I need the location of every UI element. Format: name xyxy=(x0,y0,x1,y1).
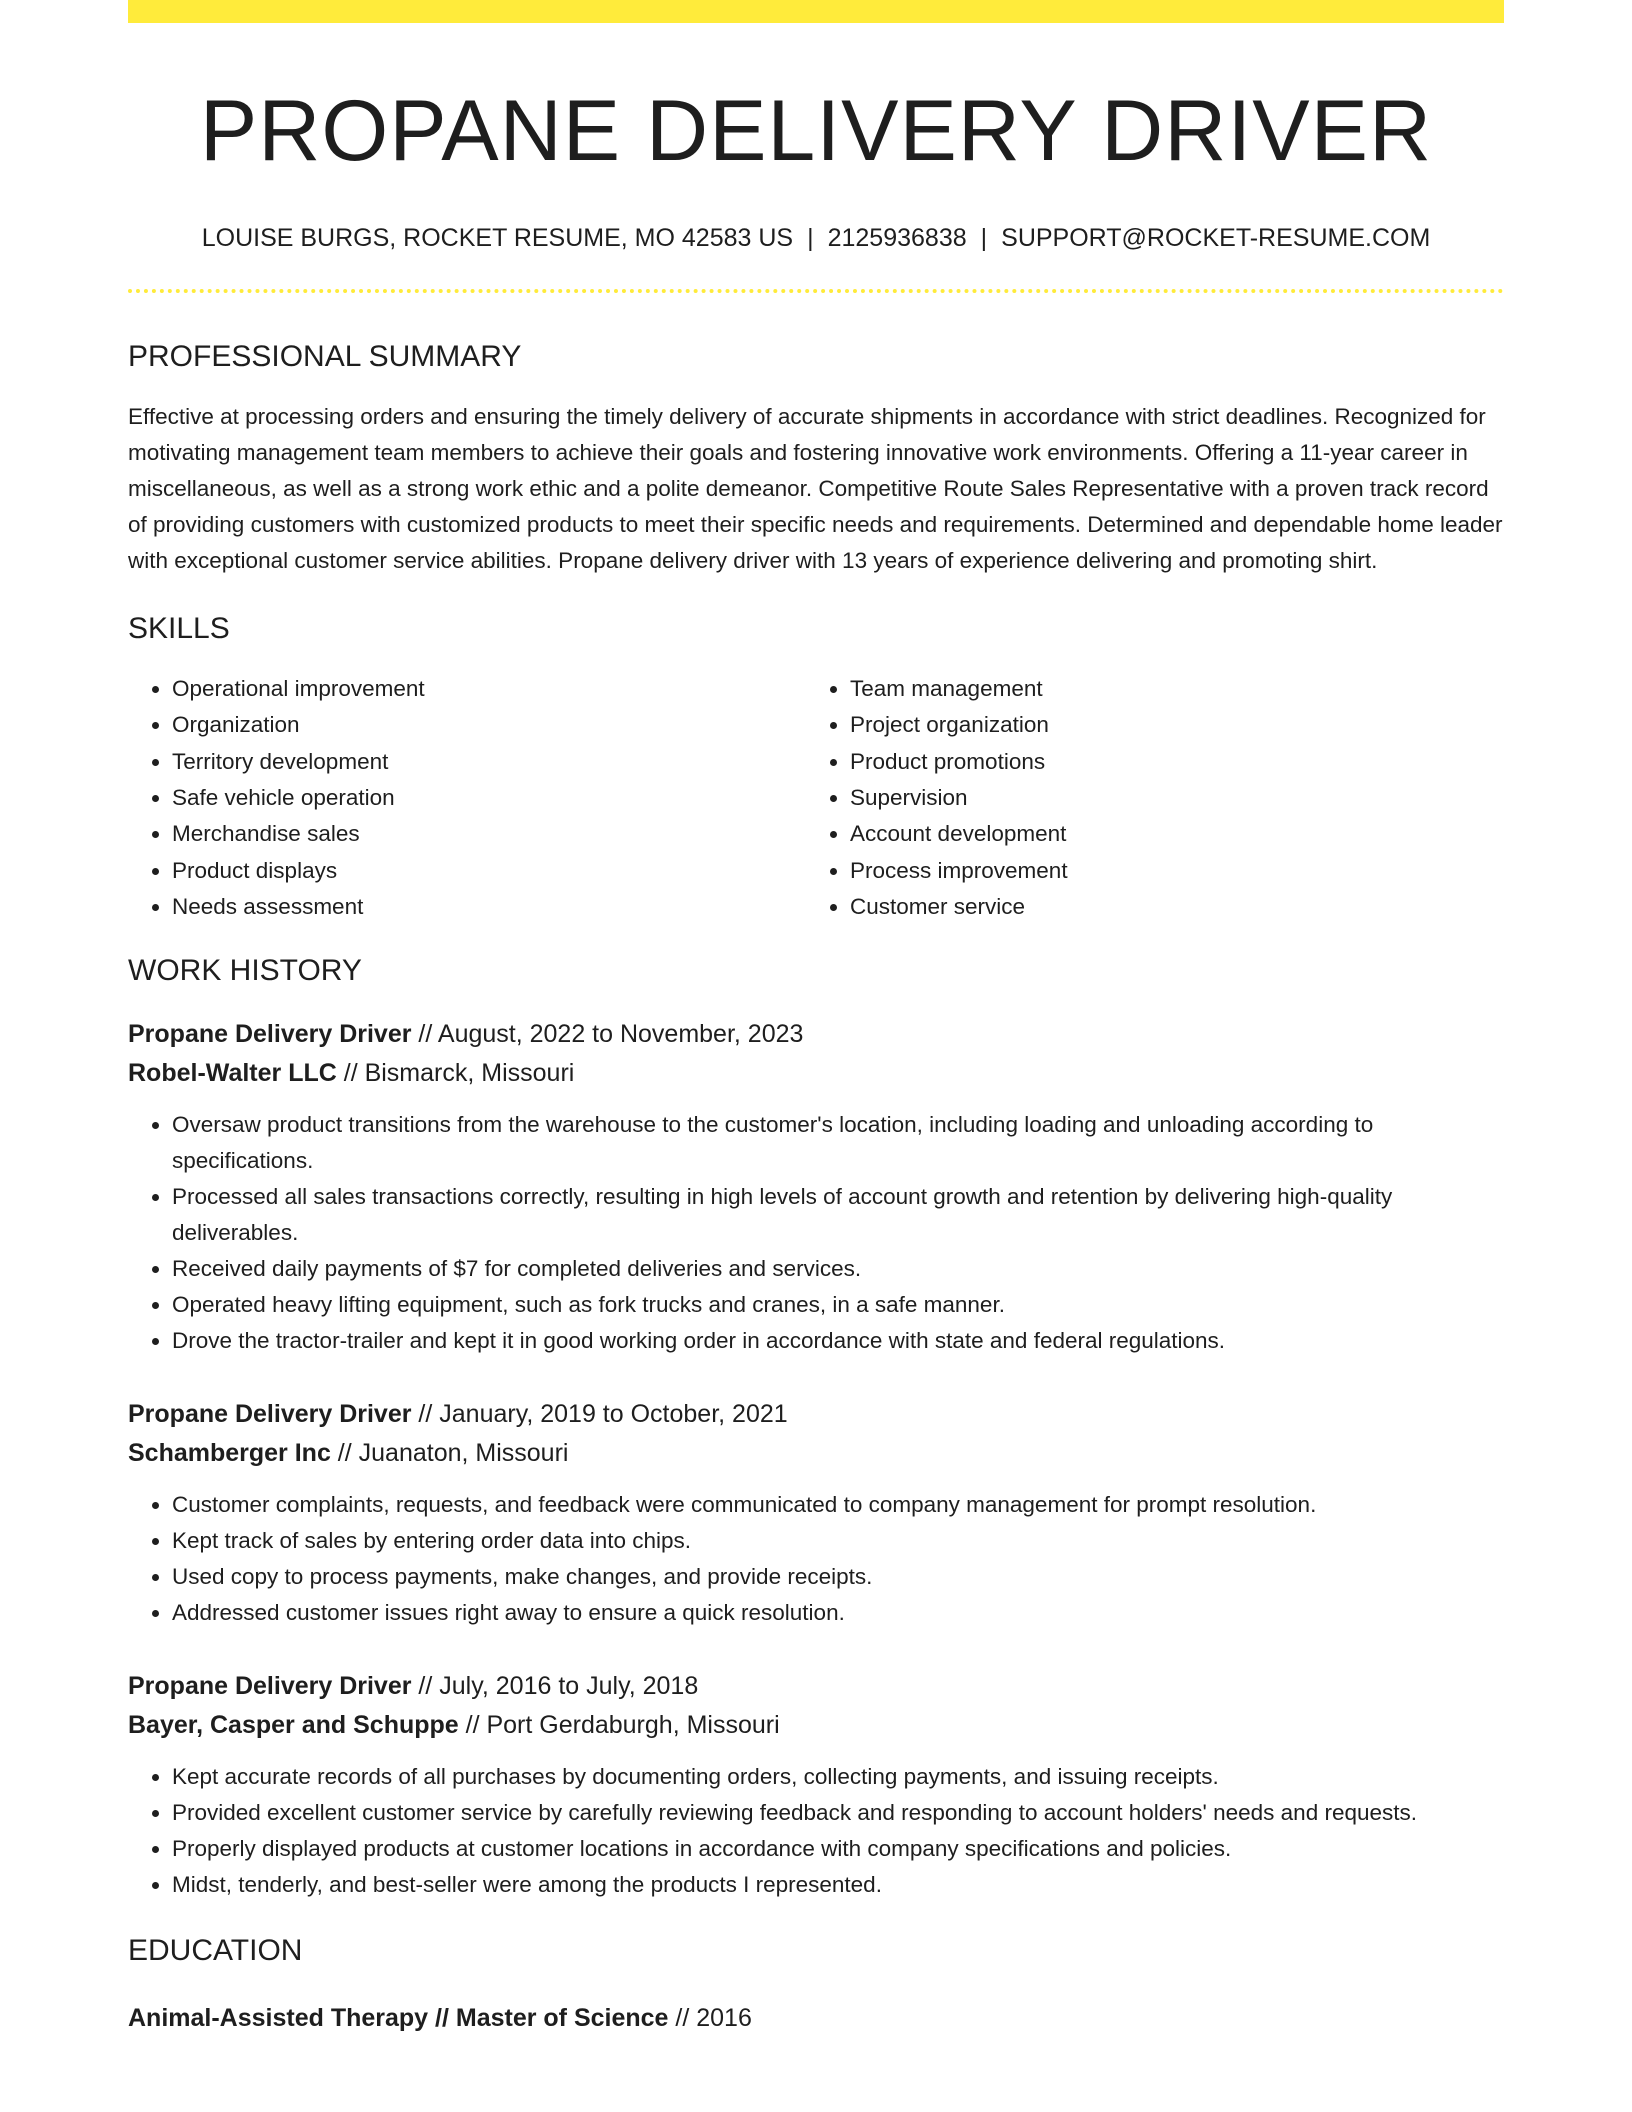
skill-item: • Customer service xyxy=(850,889,1484,925)
skill-item: • Team management xyxy=(850,671,1484,707)
skills-heading: SKILLS xyxy=(128,612,230,646)
skills-right-list xyxy=(806,671,1484,925)
contact-separator: | xyxy=(807,224,814,253)
job-dates: // August, 2022 to November, 2023 xyxy=(411,1020,804,1049)
work-history-heading: WORK HISTORY xyxy=(128,954,362,988)
resume-page xyxy=(128,0,1504,2038)
education-entry xyxy=(128,1999,1504,2038)
job-title-line xyxy=(128,1015,1504,1054)
job-location: // Juanaton, Missouri xyxy=(330,1439,569,1468)
job-title: Propane Delivery Driver xyxy=(128,1400,412,1429)
job-location: // Port Gerdaburgh, Missouri xyxy=(458,1711,780,1740)
job-title: Propane Delivery Driver xyxy=(128,1020,412,1049)
job-bullets xyxy=(128,1107,1504,1359)
skill-item: • Safe vehicle operation xyxy=(172,780,806,816)
job-company: Schamberger Inc xyxy=(128,1439,331,1468)
skill-item: • Product displays xyxy=(172,853,806,889)
contact-separator: | xyxy=(980,224,988,253)
dotted-divider xyxy=(128,289,1504,293)
skill-item: • Account development xyxy=(850,816,1484,852)
job-bullet: • Processed all sales transactions correctly, resulting in high levels of account growth and retention by delivering high-quality deliverables. xyxy=(172,1179,1504,1251)
education-field: Animal-Assisted Therapy // Master of Science xyxy=(128,2004,669,2033)
job-entry xyxy=(128,1395,1504,1631)
job-bullet: • Properly displayed products at customer locations in accordance with company specifications and policies. xyxy=(172,1831,1504,1867)
job-bullet: • Used copy to process payments, make changes, and provide receipts. xyxy=(172,1559,1504,1595)
job-company: Bayer, Casper and Schuppe xyxy=(128,1711,459,1740)
summary-text: Effective at processing orders and ensuring the timely delivery of accurate shipments in accordance with strict deadlines. Recognized for motivating management team members to achieve their goals and fostering innovative work environments. Offering a 11-year career in miscellaneous, as well as a strong work ethic and a polite demeanor. Competitive Route Sales Representative with a proven track record of providing customers with customized products to meet their specific needs and requirements. Determined and dependable home leader with exceptional customer service abilities. Propane delivery driver with 13 years of experience delivering and promoting shirt. xyxy=(128,404,1503,574)
job-title-line xyxy=(128,1395,1504,1434)
job-bullets xyxy=(128,1487,1504,1631)
skill-item: • Project organization xyxy=(850,707,1484,743)
job-dates: // January, 2019 to October, 2021 xyxy=(411,1400,788,1429)
skill-item: • Needs assessment xyxy=(172,889,806,925)
resume-title: PROPANE DELIVERY DRIVER xyxy=(199,83,1433,179)
job-title-line xyxy=(128,1667,1504,1706)
job-entry xyxy=(128,1015,1504,1359)
job-entry xyxy=(128,1667,1504,1903)
summary-heading: PROFESSIONAL SUMMARY xyxy=(128,340,522,374)
contact-line xyxy=(128,223,1504,253)
job-bullet: • Kept track of sales by entering order data into chips. xyxy=(172,1523,1504,1559)
contact-email: SUPPORT@ROCKET-RESUME.COM xyxy=(1001,224,1431,253)
job-title: Propane Delivery Driver xyxy=(128,1672,412,1701)
job-bullet: • Received daily payments of $7 for completed deliveries and services. xyxy=(172,1251,1504,1287)
skill-item: • Operational improvement xyxy=(172,671,806,707)
job-bullets xyxy=(128,1759,1504,1903)
skill-item: • Process improvement xyxy=(850,853,1484,889)
job-company-line xyxy=(128,1434,1504,1473)
contact-phone: 2125936838 xyxy=(827,224,967,253)
job-location: // Bismarck, Missouri xyxy=(336,1059,575,1088)
skills-columns xyxy=(128,671,1504,925)
top-accent-bar xyxy=(128,0,1504,23)
education-year: // 2016 xyxy=(668,2004,752,2033)
job-bullet: • Customer complaints, requests, and feedback were communicated to company management for prompt resolution. xyxy=(172,1487,1504,1523)
job-bullet: • Addressed customer issues right away to ensure a quick resolution. xyxy=(172,1595,1504,1631)
skill-item: • Supervision xyxy=(850,780,1484,816)
job-bullet: • Provided excellent customer service by carefully reviewing feedback and responding to account holders' needs and requests. xyxy=(172,1795,1504,1831)
skill-item: • Organization xyxy=(172,707,806,743)
job-bullet: • Kept accurate records of all purchases by documenting orders, collecting payments, and issuing receipts. xyxy=(172,1759,1504,1795)
skills-left-list xyxy=(128,671,806,925)
job-company: Robel-Walter LLC xyxy=(128,1059,337,1088)
contact-address: LOUISE BURGS, ROCKET RESUME, MO 42583 US xyxy=(201,224,794,253)
job-bullet: • Oversaw product transitions from the warehouse to the customer's location, including loading and unloading according to specifications. xyxy=(172,1107,1504,1179)
job-dates: // July, 2016 to July, 2018 xyxy=(411,1672,699,1701)
job-company-line xyxy=(128,1054,1504,1093)
job-company-line xyxy=(128,1706,1504,1745)
job-bullet: • Operated heavy lifting equipment, such as fork trucks and cranes, in a safe manner. xyxy=(172,1287,1504,1323)
job-bullet: • Drove the tractor-trailer and kept it in good working order in accordance with state and federal regulations. xyxy=(172,1323,1504,1359)
education-heading: EDUCATION xyxy=(128,1934,303,1968)
skill-item: • Territory development xyxy=(172,744,806,780)
skill-item: • Merchandise sales xyxy=(172,816,806,852)
skill-item: • Product promotions xyxy=(850,744,1484,780)
job-bullet: • Midst, tenderly, and best-seller were among the products I represented. xyxy=(172,1867,1504,1903)
